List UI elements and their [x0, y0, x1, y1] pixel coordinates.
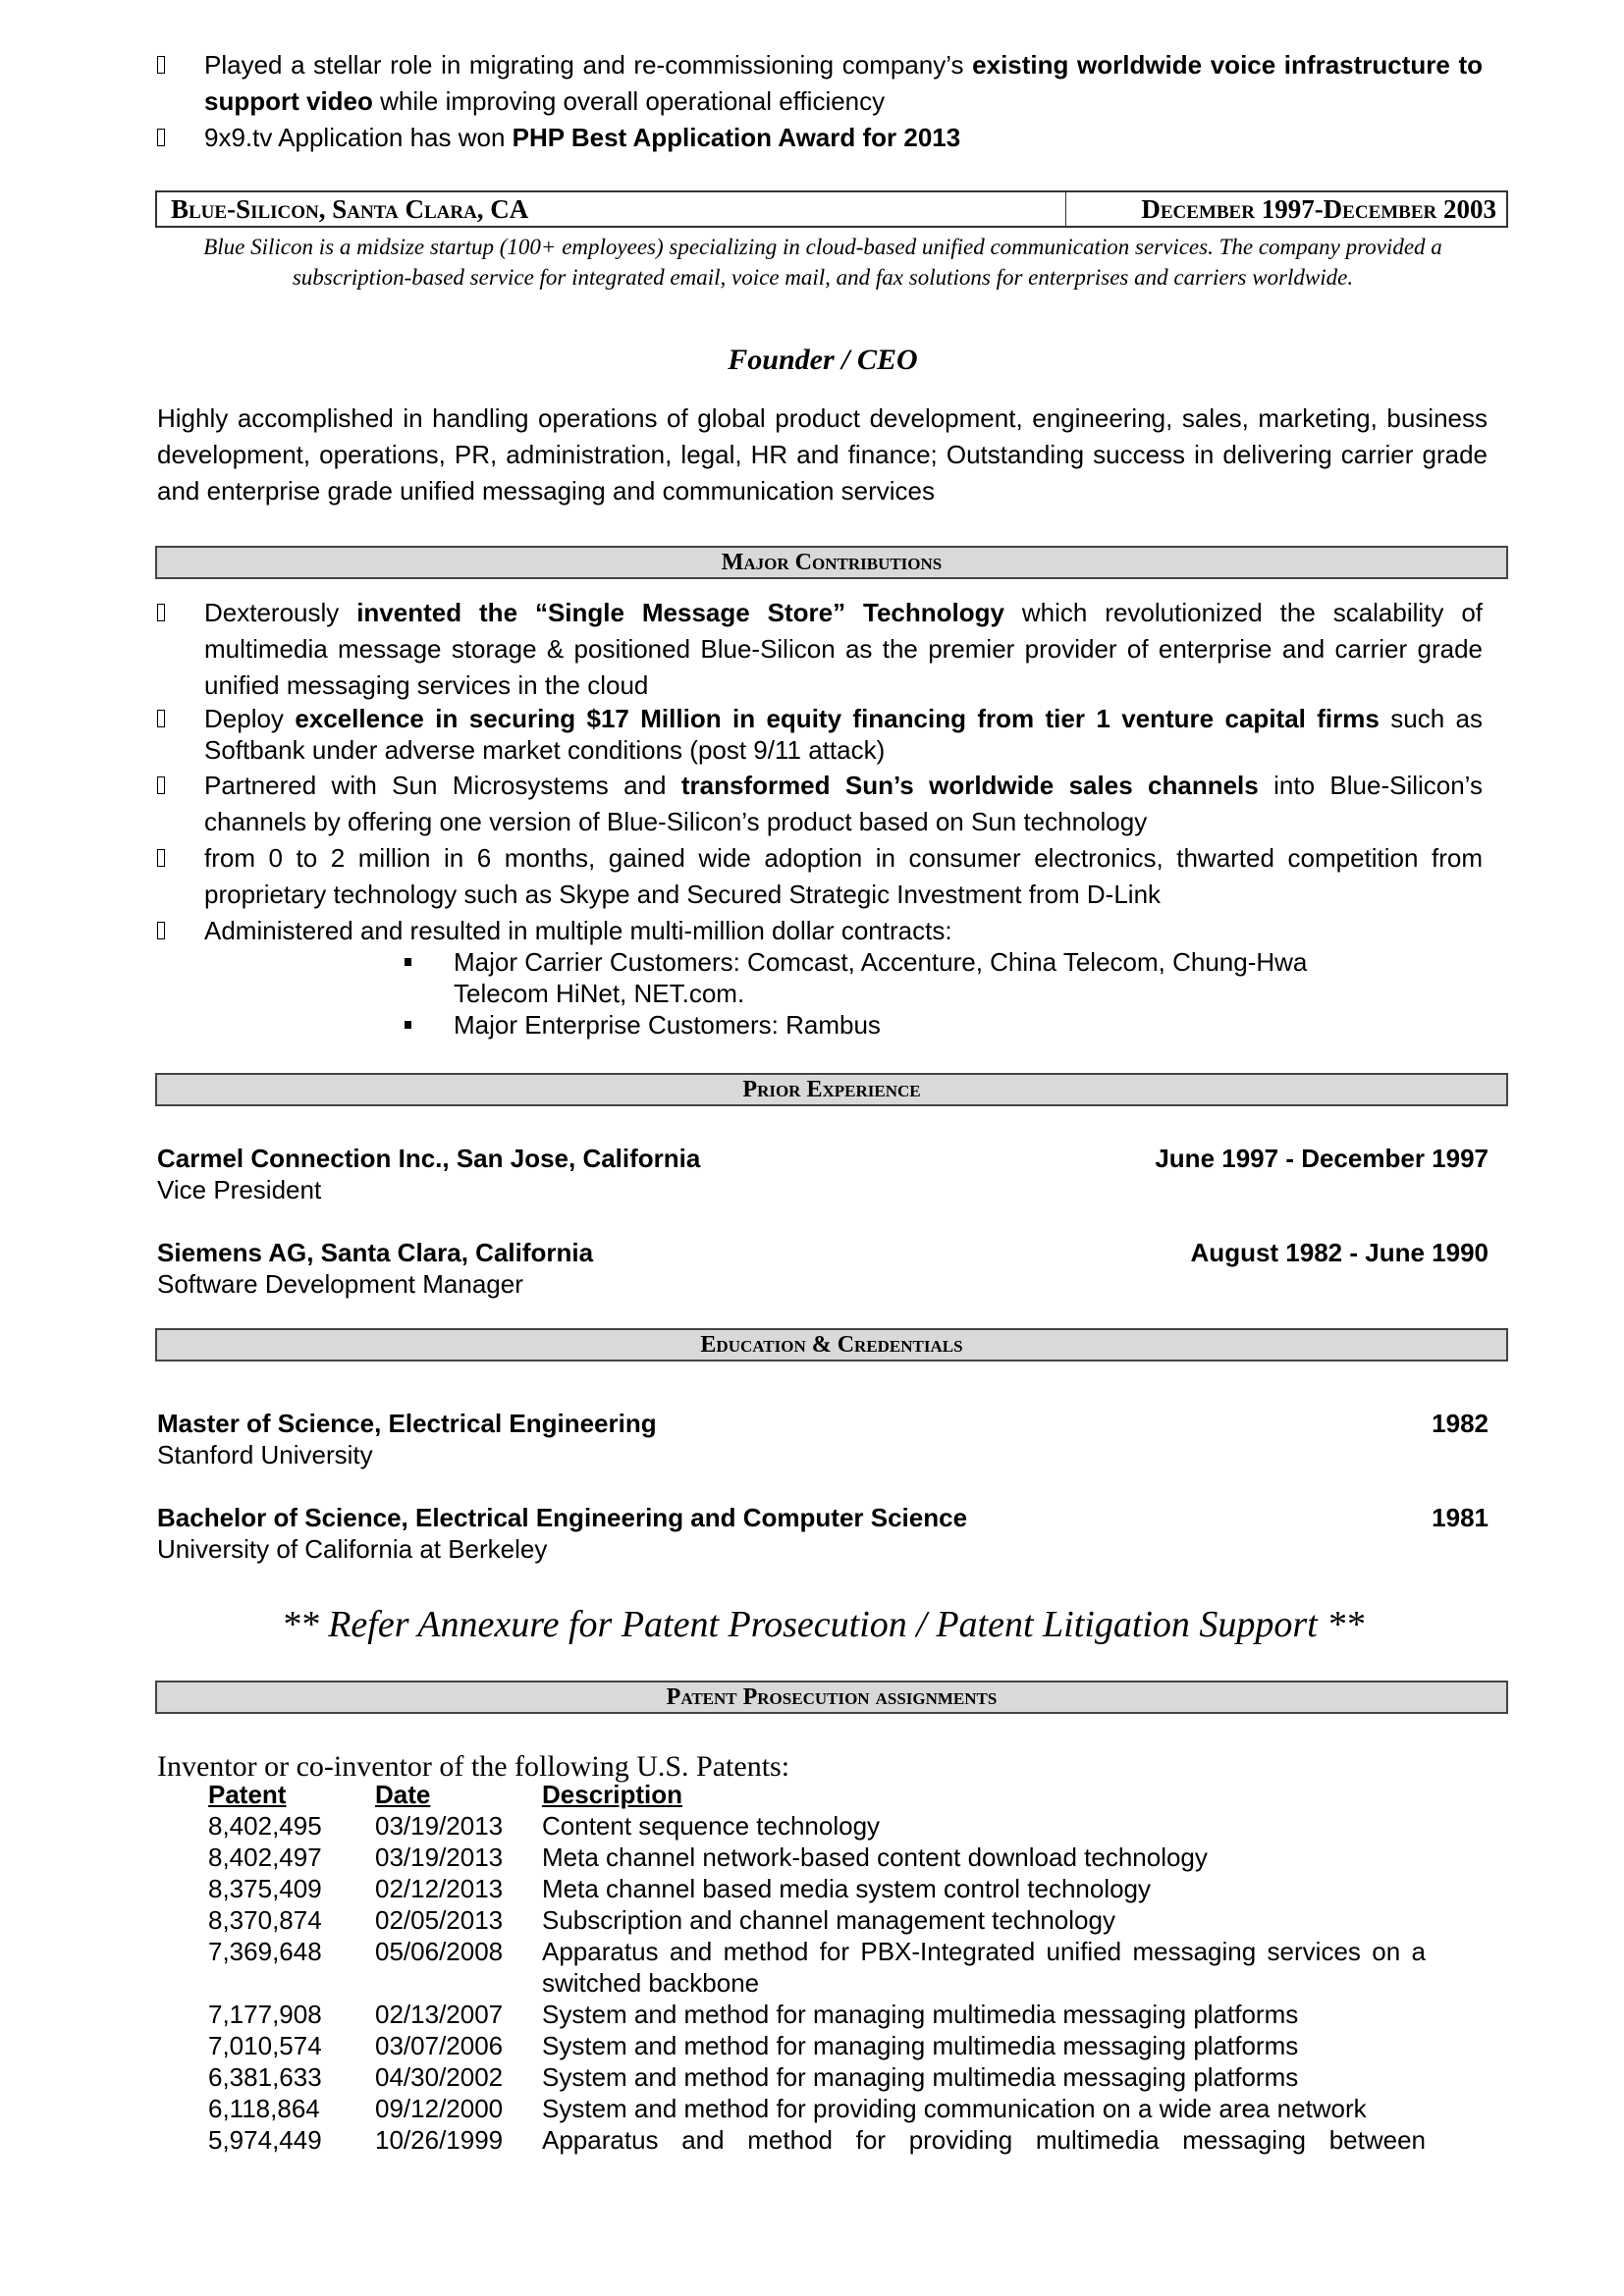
company-dates: December 1997-December 2003: [1141, 194, 1496, 224]
patent-date: 03/07/2006: [375, 2031, 504, 2060]
bullet-text: from 0 to 2 million in 6 months, gained wide adoption in consumer electronics, thwarted competition from proprietary technology such as Skype and Secured Strategic Investment from D-Link: [204, 843, 1483, 909]
patent-row: [208, 2061, 1426, 2093]
experience-title: Software Development Manager: [157, 1269, 523, 1299]
bullet-bold-text: excellence in securing $17 Million in equity financing from tier 1 venture capital firms: [295, 704, 1380, 733]
bullet-item: [157, 47, 1483, 120]
sub-bullet-item: [405, 946, 1386, 1009]
bullet-icon: [157, 604, 165, 621]
education-year: 1982: [1432, 1409, 1489, 1438]
bullet-bold-text: PHP Best Application Award for 2013: [512, 123, 961, 152]
patent-date: 09/12/2000: [375, 2094, 504, 2123]
patent-description: Apparatus and method for PBX-Integrated unified messaging services on a switched backbone: [542, 1937, 1426, 1998]
patent-row: [208, 1999, 1426, 2030]
patent-row: [208, 1936, 1426, 1999]
column-header-patent: Patent: [208, 1780, 287, 1809]
section-header-major-contributions: Major Contributions: [155, 546, 1508, 579]
bullet-item: [157, 120, 1483, 156]
patent-number: 8,375,409: [208, 1874, 322, 1903]
education-school: University of California at Berkeley: [157, 1534, 548, 1564]
patent-row: [208, 1810, 1426, 1842]
patent-date: 10/26/1999: [375, 2125, 504, 2155]
patent-description: Meta channel network-based content download technology: [542, 1842, 1208, 1872]
square-bullet-icon: [405, 958, 411, 966]
patent-description: System and method for providing communication on a wide area network: [542, 2094, 1367, 2123]
role-summary: Highly accomplished in handling operations of global product development, engineering, sales, marketing, business development, operations, PR, administration, legal, HR and finance; Outstanding success in delivering carrier grade and enterprise grade unified messaging and communication services: [157, 403, 1488, 506]
patent-number: 8,402,497: [208, 1842, 322, 1872]
patent-description: Apparatus and method for providing multimedia messaging between: [542, 2125, 1426, 2155]
experience-company: Siemens AG, Santa Clara, California: [157, 1238, 594, 1267]
patent-date: 05/06/2008: [375, 1937, 504, 1966]
education-entry: [157, 1408, 1489, 1470]
contribution-item: [157, 703, 1483, 766]
contribution-item: [157, 595, 1483, 704]
patent-number: 8,370,874: [208, 1905, 322, 1935]
company-header: [155, 190, 1508, 228]
education-degree: Bachelor of Science, Electrical Engineering and Computer Science: [157, 1503, 968, 1532]
patent-date: 03/19/2013: [375, 1842, 504, 1872]
bullet-bold-text: existing worldwide voice infrastructure to support video: [204, 50, 1483, 116]
patent-row: [208, 2030, 1426, 2061]
bullet-text: while improving overall operational efficiency: [372, 86, 886, 116]
contribution-item: [157, 768, 1483, 840]
bullet-text: Partnered with Sun Microsystems and: [204, 771, 681, 800]
experience-dates: June 1997 - December 1997: [1155, 1144, 1489, 1173]
bullet-text: into Blue-Silicon’s channels by offering one version of Blue-Silicon’s product based on Sun technology: [204, 771, 1483, 836]
bullet-text: Administered and resulted in multiple multi-million dollar contracts:: [204, 916, 952, 945]
education-entry: [157, 1502, 1489, 1565]
experience-dates: August 1982 - June 1990: [1190, 1238, 1489, 1267]
square-bullet-icon: [405, 1021, 411, 1029]
bullet-icon: [157, 56, 165, 74]
patent-date: 02/05/2013: [375, 1905, 504, 1935]
column-header-date: Date: [375, 1780, 431, 1809]
patent-description: Content sequence technology: [542, 1811, 881, 1841]
patent-row: [208, 1842, 1426, 1873]
section-header-patents: Patent Prosecution assignments: [155, 1681, 1508, 1714]
patents-intro: Inventor or co-inventor of the following U.S. Patents:: [157, 1750, 790, 1783]
bullet-bold-text: invented the “Single Message Store” Technology: [356, 598, 1004, 627]
bullet-text: such as Softbank under adverse market conditions (post 9/11 attack): [204, 704, 1484, 765]
bullet-text: Dexterously: [204, 598, 357, 627]
bullet-text: Deploy: [204, 704, 296, 733]
bullet-text: 9x9.tv Application has won: [204, 123, 513, 152]
section-header-education: Education & Credentials: [155, 1328, 1508, 1362]
experience-title: Vice President: [157, 1175, 322, 1204]
annexure-note: ** Refer Annexure for Patent Prosecution / Patent Litigation Support **: [281, 1604, 1365, 1645]
patent-number: 7,177,908: [208, 2000, 322, 2029]
patent-date: 02/13/2007: [375, 2000, 504, 2029]
contribution-item: [157, 913, 1483, 949]
patent-number: 8,402,495: [208, 1811, 322, 1841]
patent-number: 7,010,574: [208, 2031, 322, 2060]
patent-description: System and method for managing multimedia messaging platforms: [542, 2062, 1299, 2092]
sub-bullet-text: Major Enterprise Customers: Rambus: [454, 1010, 881, 1040]
patent-row: [208, 2093, 1426, 2124]
patent-date: 03/19/2013: [375, 1811, 504, 1841]
patent-number: 6,381,633: [208, 2062, 322, 2092]
company-name: Blue-Silicon, Santa Clara, CA: [157, 192, 1066, 226]
contribution-item: [157, 840, 1483, 913]
experience-entry: [157, 1237, 1489, 1300]
company-description: Blue Silicon is a midsize startup (100+ employees) specializing in cloud-based unified communication services. The company provided a subscription-based service for integrated email, voice mail, and fax solutions for enterprises and carriers worldwide.: [203, 235, 1442, 290]
patent-row: [208, 2124, 1426, 2156]
bullet-icon: [157, 129, 165, 146]
patent-number: 7,369,648: [208, 1937, 322, 1966]
patent-description: System and method for managing multimedia messaging platforms: [542, 2000, 1299, 2029]
patent-date: 02/12/2013: [375, 1874, 504, 1903]
bullet-bold-text: transformed Sun’s worldwide sales channels: [680, 771, 1259, 800]
bullet-icon: [157, 849, 165, 867]
bullet-icon: [157, 710, 165, 727]
column-header-description: Description: [542, 1780, 683, 1809]
experience-company: Carmel Connection Inc., San Jose, California: [157, 1144, 701, 1173]
patent-number: 5,974,449: [208, 2125, 322, 2155]
patent-table: [208, 1779, 1426, 2156]
patent-number: 6,118,864: [208, 2094, 320, 2123]
bullet-icon: [157, 922, 165, 939]
patent-date: 04/30/2002: [375, 2062, 504, 2092]
patent-description: Subscription and channel management technology: [542, 1905, 1115, 1935]
bullet-text: which revolutionized the scalability of multimedia message storage & positioned Blue-Silicon as the premier provider of enterprise and carrier grade unified messaging services in the cloud: [204, 598, 1484, 700]
section-header-prior-experience: Prior Experience: [155, 1073, 1508, 1106]
education-school: Stanford University: [157, 1440, 373, 1469]
patent-table-header: [208, 1779, 1426, 1810]
education-year: 1981: [1432, 1503, 1489, 1532]
bullet-text: Played a stellar role in migrating and re-commissioning company’s: [204, 50, 973, 80]
sub-bullet-item: [405, 1009, 1386, 1041]
patent-description: Meta channel based media system control technology: [542, 1874, 1152, 1903]
experience-entry: [157, 1143, 1489, 1205]
patent-description: System and method for managing multimedia messaging platforms: [542, 2031, 1299, 2060]
patent-row: [208, 1873, 1426, 1904]
sub-bullet-text: Major Carrier Customers: Comcast, Accenture, China Telecom, Chung-Hwa Telecom HiNet, NET.com.: [454, 947, 1308, 1008]
education-degree: Master of Science, Electrical Engineering: [157, 1409, 657, 1438]
patent-row: [208, 1904, 1426, 1936]
role-title: Founder / CEO: [728, 344, 918, 376]
bullet-icon: [157, 776, 165, 794]
